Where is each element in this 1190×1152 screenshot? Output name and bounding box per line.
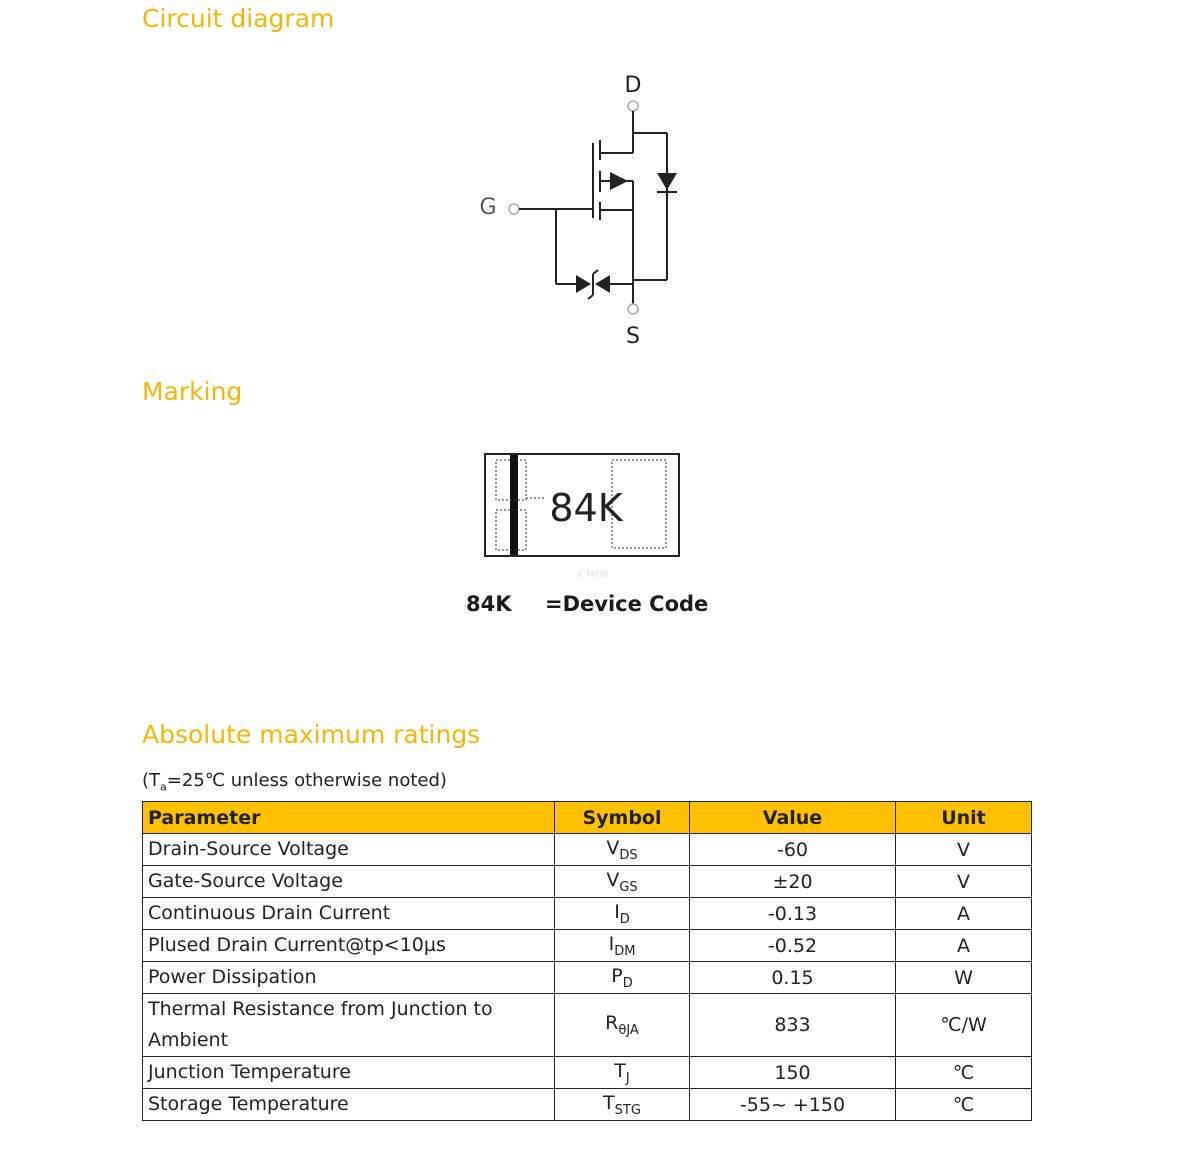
cell-unit: V xyxy=(896,834,1032,866)
device-code-description: =Device Code xyxy=(545,592,709,616)
cell-unit: W xyxy=(896,962,1032,994)
symbol-subscript: STG xyxy=(614,1102,641,1118)
symbol-main: T xyxy=(614,1059,626,1082)
symbol-subscript: θJA xyxy=(618,1022,639,1038)
cell-value: -0.13 xyxy=(690,898,896,930)
table-row xyxy=(143,834,1032,866)
device-code: 84K xyxy=(466,592,512,616)
note-subscript: a xyxy=(160,780,167,794)
cell-value: 833 xyxy=(690,994,896,1057)
cell-parameter: Plused Drain Current@tp<10µs xyxy=(143,930,555,962)
symbol-subscript: DS xyxy=(619,847,638,863)
table-row xyxy=(143,898,1032,930)
cell-unit: V xyxy=(896,866,1032,898)
table-row xyxy=(143,866,1032,898)
cell-parameter: Power Dissipation xyxy=(143,962,555,994)
cell-symbol xyxy=(555,1057,690,1089)
marking-title: Marking xyxy=(142,377,243,406)
symbol-main: I xyxy=(614,900,620,923)
cell-unit: A xyxy=(896,930,1032,962)
cell-value: 150 xyxy=(690,1057,896,1089)
ratings-table xyxy=(142,801,1032,1121)
gate-label: G xyxy=(479,195,497,220)
header-symbol: Symbol xyxy=(555,802,690,834)
symbol-main: I xyxy=(608,932,615,955)
source-label: S xyxy=(626,324,640,349)
symbol-main: V xyxy=(606,868,620,891)
cell-value: 0.15 xyxy=(690,962,896,994)
cell-symbol xyxy=(555,930,690,962)
cell-symbol xyxy=(555,1089,690,1121)
note-prefix: (T xyxy=(142,770,161,791)
table-header-row xyxy=(143,802,1032,834)
cell-unit: ℃/W xyxy=(896,994,1032,1057)
symbol-main: R xyxy=(605,1012,619,1035)
marking-package-drawing xyxy=(484,453,680,557)
cell-unit: ℃ xyxy=(896,1057,1032,1089)
header-unit: Unit xyxy=(896,802,1032,834)
cell-parameter: Thermal Resistance from Junction to Ambient xyxy=(143,994,555,1057)
cell-symbol xyxy=(555,898,690,930)
note-suffix: =25℃ unless otherwise noted) xyxy=(166,770,447,791)
symbol-main: T xyxy=(603,1091,615,1114)
symbol-subscript: DM xyxy=(614,943,636,959)
symbol-main: V xyxy=(606,836,620,859)
cell-parameter: Storage Temperature xyxy=(143,1089,555,1121)
table-row xyxy=(143,1057,1032,1089)
cell-symbol xyxy=(555,834,690,866)
cell-unit: ℃ xyxy=(896,1089,1032,1121)
header-value: Value xyxy=(690,802,896,834)
cell-value: -60 xyxy=(690,834,896,866)
drain-label: D xyxy=(624,73,642,98)
cell-value: -55~ +150 xyxy=(690,1089,896,1121)
cell-symbol xyxy=(555,962,690,994)
table-row xyxy=(143,930,1032,962)
symbol-subscript: D xyxy=(619,911,630,927)
marking-chip-text: 84K xyxy=(549,486,623,530)
cell-value: ±20 xyxy=(690,866,896,898)
cell-value: -0.52 xyxy=(690,930,896,962)
symbol-subscript: D xyxy=(622,975,633,991)
cell-unit: A xyxy=(896,898,1032,930)
cell-parameter: Drain-Source Voltage xyxy=(143,834,555,866)
symbol-subscript: J xyxy=(625,1070,630,1086)
table-row xyxy=(143,994,1032,1057)
cell-parameter: Gate-Source Voltage xyxy=(143,866,555,898)
circuit-diagram-title: Circuit diagram xyxy=(142,4,335,33)
mosfet-circuit-diagram xyxy=(470,68,700,353)
header-parameter: Parameter xyxy=(143,802,555,834)
symbol-main: P xyxy=(611,964,623,987)
symbol-subscript: GS xyxy=(619,879,638,895)
table-row xyxy=(143,962,1032,994)
table-row xyxy=(143,1089,1032,1121)
cell-symbol xyxy=(555,866,690,898)
conditions-note xyxy=(142,770,447,794)
watermark: ICMKW xyxy=(577,570,609,580)
cell-symbol xyxy=(555,994,690,1057)
cell-parameter: Continuous Drain Current xyxy=(143,898,555,930)
ratings-title: Absolute maximum ratings xyxy=(142,720,481,749)
cell-parameter: Junction Temperature xyxy=(143,1057,555,1089)
